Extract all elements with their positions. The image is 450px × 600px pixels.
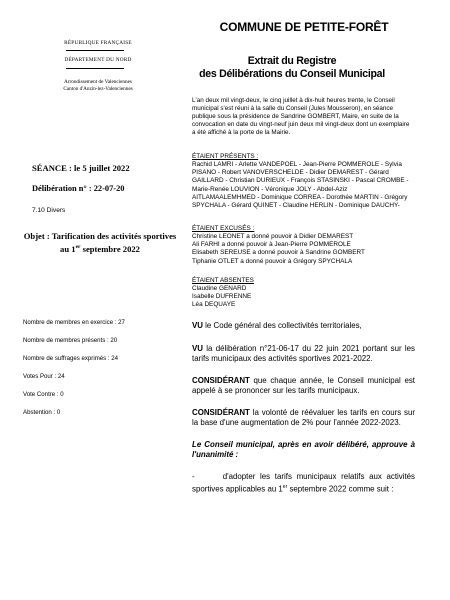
absents-heading: ÉTAIENT ABSENTES (192, 277, 254, 284)
decision-text: - d'adopter les tarifs municipaux relatifs aux activités sportives applicables au 1 (192, 472, 418, 494)
count-label: Vote Contre : (23, 391, 61, 398)
absents-list (192, 285, 414, 310)
arrondissement-label: Arrondissement de Valenciennes (64, 79, 132, 85)
count-members-present (23, 337, 117, 344)
count-value: 24 (111, 355, 119, 362)
count-label: Abstention : (23, 409, 57, 416)
commune-title: COMMUNE DE PETITE-FORÊT (219, 20, 389, 34)
decision-sup: er (282, 484, 288, 491)
divider (66, 68, 124, 69)
count-value: 27 (118, 319, 125, 326)
list-item: Elisabeth SEREUSE a donné pouvoir à Sandrine GOMBERT (192, 249, 365, 257)
objet-line2 (20, 242, 180, 255)
count-abstentions (23, 409, 60, 416)
decision-item (192, 472, 418, 495)
count-votes-for (23, 373, 65, 380)
extrait-line1: Extrait du Registre (247, 55, 337, 67)
list-item: GAILLARD - Christian DURIEUX - François STASINSKI - Pascal CROMBE - (192, 177, 409, 185)
vu-lead: VU (192, 321, 203, 330)
objet-text: septembre 2022 (80, 243, 140, 254)
presents-list (192, 161, 414, 210)
extrait-line2: des Délibérations du Conseil Municipal (199, 67, 385, 80)
considerant-paragraph-2 (192, 408, 415, 429)
presents-heading: ÉTAIENT PRÉSENTS : (192, 153, 259, 160)
list-item: Rachid LAMRI - Arlette VANDEPOEL - Jean-Pierre POMMEROLE - Sylvia (192, 161, 402, 168)
preamble-line: publique sous la présidence de Sandrine GOMBERT, Maire, en suite de la (192, 113, 399, 121)
republique-label: RÉPUBLIQUE FRANÇAISE (64, 40, 132, 46)
objet-text: au 1 (60, 243, 76, 254)
paragraph-text: la volonté de réévaluer les tarifs en cours sur la base d'une augmentation de 2% pour l'année 2022-2023. (192, 408, 415, 428)
considerant-lead: CONSIDÉRANT (192, 376, 250, 385)
list-item: AITLAMAALEMHMED - Dominique CORREA - Dorothée MARTIN - Grégory (192, 193, 408, 201)
count-value: 20 (110, 337, 118, 344)
count-members-exercise (23, 319, 125, 326)
vu-code-paragraph (192, 321, 415, 331)
count-value: 0 (60, 391, 64, 398)
conclusion-paragraph: Le Conseil municipal, après en avoir délibéré, approuve à l'unanimité : (192, 440, 415, 460)
paragraph-text: le Code général des collectivités territoriales, (202, 321, 362, 330)
excuses-list (192, 233, 414, 266)
preamble (192, 97, 414, 137)
count-label: Nombre de suffrages exprimés : (23, 355, 112, 362)
considerant-lead: CONSIDÉRANT (192, 408, 250, 417)
divider (66, 50, 124, 51)
preamble-line: L'an deux mil vingt-deux, le cinq juillet à dix-huit heures trente, le Conseil (192, 97, 395, 104)
excuses-heading: ÉTAIENT EXCUSÉS : (192, 225, 255, 232)
arrondissement-block (40, 79, 156, 94)
count-label: Votes Pour : (23, 373, 58, 380)
category-label: 7.10 Divers (32, 207, 66, 214)
list-item: Marie-Renée LOUVION - Véronique JOLY - Abdel-Aziz (192, 185, 348, 193)
objet-block (20, 231, 180, 255)
preamble-line: municipal s'est réuni à la salle du Conseil (Jules Mousseron), en séance (192, 105, 394, 113)
count-votes-expressed (23, 355, 118, 362)
count-votes-against (23, 391, 64, 398)
list-item: Léa DEQUAYE (192, 301, 236, 309)
count-label: Nombre de membres en exercice : (23, 319, 119, 326)
list-item: Christine LEONET a donné pouvoir à Didier DEMAREST (192, 233, 354, 240)
list-item: Isabelle DUFRENNE (192, 293, 252, 301)
vu-deliberation-paragraph (192, 344, 415, 365)
vu-lead: VU (192, 344, 203, 353)
deliberation-number: Délibération n° : 22-07-20 (32, 184, 125, 193)
list-item: PISANO - Robert VANOVERSCHELDE - Didier DEMAREST - Gérard (192, 169, 389, 177)
count-value: 24 (57, 373, 65, 380)
paragraph-text: la délibération n°21-06-17 du 22 juin 2021 portant sur les tarifs municipaux des activités sportives 2021-2022. (192, 344, 415, 364)
paragraph-text: que chaque année, le Conseil municipal est appelé à se prononcer sur les tarifs municipaux. (192, 376, 415, 396)
considerant-paragraph-1 (192, 376, 415, 397)
objet-line1: Objet : Tarification des activités sportives (23, 231, 177, 241)
count-label: Nombre de membres présents : (23, 337, 111, 344)
list-item: SPYCHALA - Gérard QUINET - Claudine HERLIN - Dominique DAUCHY- (192, 202, 400, 210)
seance-date: SÉANCE : le 5 juillet 2022 (32, 163, 130, 173)
document-title (178, 55, 406, 80)
list-item: Claudine GENARD (192, 285, 247, 292)
list-item: Tiphanie OTLET a donné pouvoir à Grégory SPYCHALA (192, 257, 353, 265)
preamble-line: a été affiché à la porte de la Mairie. (192, 129, 291, 137)
decision-text: septembre 2022 comme suit : (287, 484, 394, 494)
count-value: 0 (56, 409, 61, 416)
department-label: DÉPARTEMENT DU NORD (64, 57, 132, 63)
canton-label: Canton d'Anzin-lez-Valenciennes (63, 86, 133, 93)
objet-sup: er (75, 244, 81, 250)
list-item: Ali FARHI a donné pouvoir à Jean-Pierre POMMEROLE (192, 241, 351, 249)
preamble-line: convocation en date du vingt-neuf juin deux mil vingt-deux dont un exemplaire (192, 121, 410, 129)
